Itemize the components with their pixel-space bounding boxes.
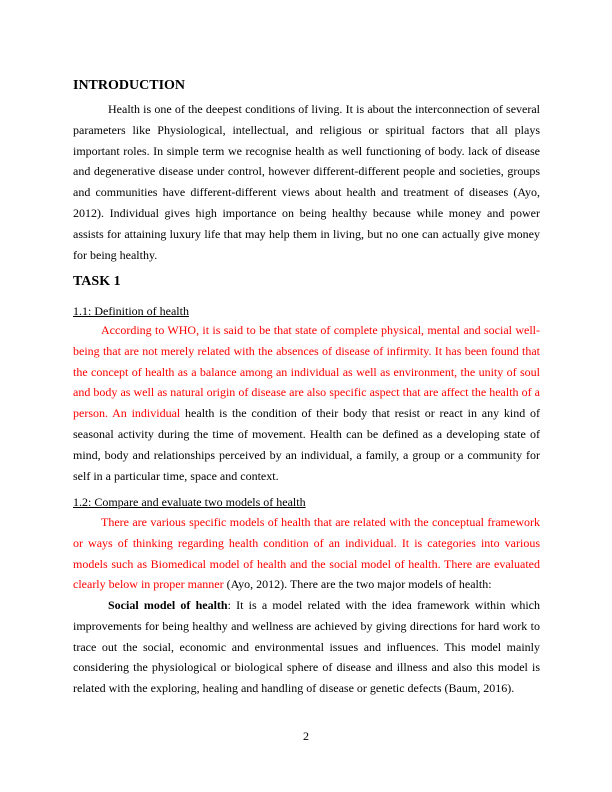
section-1-2-title: 1.2: Compare and evaluate two models of health	[73, 495, 306, 509]
introduction-paragraph: Health is one of the deepest conditions of living. It is about the interconnection of several parameters like Physiological, intellectual, and religious or spiritual factors that all plays important roles. In simple term we recognise health as well functioning of body. lack of disease and degenerative disease under control, however different-different people and societies, groups and communities have different-different views about health and treatment of diseases (Ayo, 2012). Individual gives high importance on being healthy because while money and power assists for attaining luxury life that may help them in living, but no one can actually give money for being healthy.	[73, 102, 540, 262]
section-1-2-black-text: (Ayo, 2012). There are the two major models of health:	[223, 577, 492, 592]
social-model-label: Social model of health	[108, 598, 228, 612]
section-1-2-paragraph	[73, 512, 540, 595]
task1-heading: TASK 1	[73, 274, 121, 289]
section-1-1-black-text: health is the condition of their body that resist or react in any kind of seasonal activity during the time of movement. Health can be defined as a developing state of mind, body and relationships perceived by an individual, a family, a group or a community for self in a particular time, space and context.	[73, 406, 540, 483]
section-1-1-title: 1.1: Definition of health	[73, 304, 189, 318]
section-1-1-red-text: According to WHO, it is said to be that state of complete physical, mental and social well-being that are not merely related with the absences of disease of infirmity. It has been found that the concept of health as a balance among an individual as well as environment, the unity of soul and body as well as natural origin of disease are also specific aspect that are affect the health of a person. An individual	[73, 323, 540, 421]
page-number: 2	[303, 729, 309, 743]
social-model-text: : It is a model related with the idea framework within which improvements for being healthy and wellness are achieved by giving directions for hard work to trace out the social, economic and environmental issues and influences. This model mainly considering the physiological or biological sphere of disease and illness and also this model is related with the exploring, healing and handling of disease or genetic defects (Baum, 2016).	[73, 598, 541, 696]
section-1-1-paragraph	[73, 320, 540, 486]
social-model-paragraph	[73, 595, 540, 699]
introduction-heading: INTRODUCTION	[73, 78, 186, 93]
section-1-2-red-text: There are various specific models of health that are related with the conceptual framework or ways of thinking regarding health condition of an individual. It is categories into various models such as Biomedical model of health and the social model of health. There are evaluated clearly below in proper manner	[73, 515, 540, 592]
